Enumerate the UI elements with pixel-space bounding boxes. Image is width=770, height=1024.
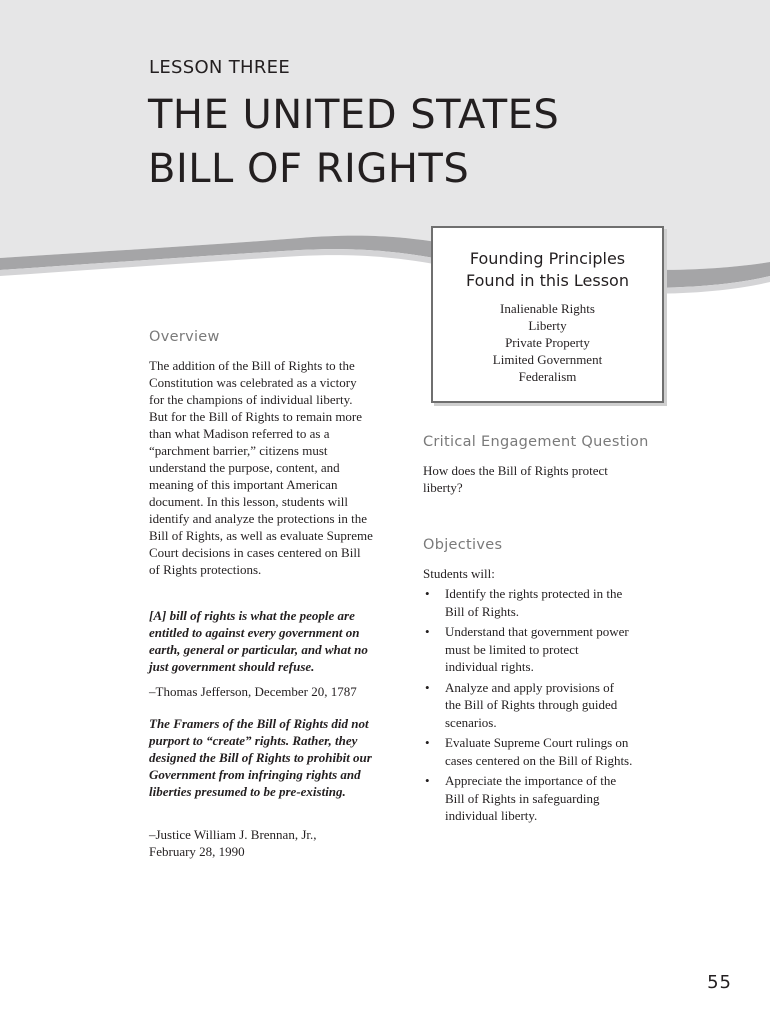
objective-item <box>423 734 633 769</box>
page-title <box>148 88 708 196</box>
objective-item <box>423 585 633 620</box>
brennan-attribution: –Justice William J. Brennan, Jr., February 28, 1990 <box>149 827 317 859</box>
objective-text: Identify the rights protected in the Bill of Rights. <box>445 586 623 619</box>
objective-text: Analyze and apply provisions of the Bill of Rights through guided scenarios. <box>445 679 618 730</box>
jefferson-attribution: –Thomas Jefferson, December 20, 1787 <box>149 684 357 699</box>
objectives-intro: Students will: <box>423 566 495 581</box>
objective-item <box>423 772 633 825</box>
principle-item: Limited Government <box>492 352 603 367</box>
objectives-list <box>423 585 633 828</box>
critical-question-text: How does the Bill of Rights protect liberty? <box>423 463 608 495</box>
bullet-icon: • <box>425 624 430 639</box>
page-number: 55 <box>707 972 732 993</box>
objective-text: Appreciate the importance of the Bill of Rights in safeguarding individual liberty. <box>445 773 617 823</box>
overview-text: The addition of the Bill of Rights to the Constitution was celebrated as a victory for the champions of individual liberty. But for the Bill of Rights to remain more than what Madison referred to as a “parchment barrier,” citizens must understand the purpose, content, and meaning of this important American document. In this lesson, students will identify and analyze the protections in the Bill of Rights, as well as evaluate Supreme Court decisions in cases centered on Bill of Rights protections. <box>149 358 373 577</box>
principles-list <box>433 300 662 385</box>
principle-item: Federalism <box>518 369 577 384</box>
principle-item: Liberty <box>528 318 567 333</box>
objective-text: Evaluate Supreme Court rulings on cases centered on the Bill of Rights. <box>445 735 633 768</box>
critical-question-heading: Critical Engagement Question <box>423 434 649 450</box>
principle-item: Inalienable Rights <box>500 301 595 316</box>
objective-item <box>423 679 633 732</box>
overview-heading: Overview <box>149 329 220 345</box>
bullet-icon: • <box>425 735 430 750</box>
bullet-icon: • <box>425 586 430 601</box>
founding-principles-title <box>433 248 662 292</box>
founding-principles-box <box>431 226 664 403</box>
brennan-quote: The Framers of the Bill of Rights did not purport to “create” rights. Rather, they designed the Bill of Rights to prohibit our Government from infringing rights and liberties presumed to be pre-existing. <box>149 716 372 799</box>
objective-text: Understand that government power must be limited to protect individual rights. <box>445 624 629 674</box>
bullet-icon: • <box>425 679 430 695</box>
jefferson-quote: [A] bill of rights is what the people are entitled to against every government on earth, general or particular, and what no just government should refuse. <box>149 608 368 674</box>
principle-item: Private Property <box>505 335 590 350</box>
bullet-icon: • <box>425 773 430 788</box>
objective-item <box>423 623 633 676</box>
principles-title-line: Found in this Lesson <box>466 271 629 290</box>
principles-title-line: Founding Principles <box>469 249 626 268</box>
title-line: THE UNITED STATES <box>148 92 560 138</box>
lesson-label: LESSON THREE <box>149 57 290 78</box>
objectives-heading: Objectives <box>423 537 503 553</box>
title-line: BILL OF RIGHTS <box>148 146 470 192</box>
